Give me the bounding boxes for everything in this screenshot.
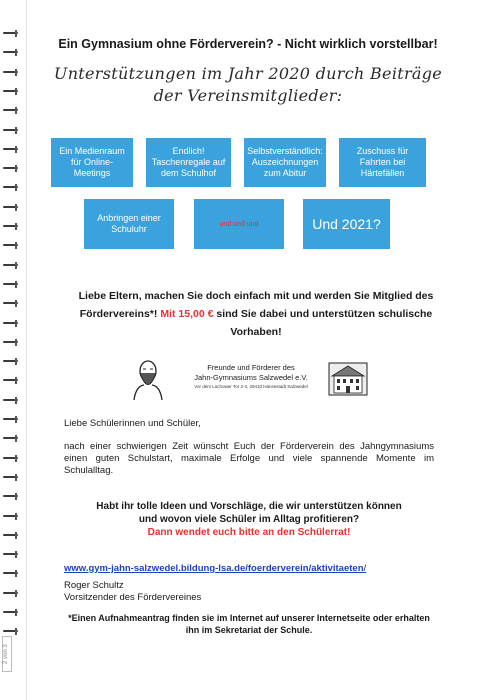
binding-ring [3,570,18,577]
support-box-2021: Und 2021? [303,199,390,249]
association-logo [130,358,370,400]
binding-ring [3,551,18,558]
footnote: *Einen Aufnahmeantrag finden sie im Internet auf unserer Internetseite oder erhalten ihn im Sekretariat der Schule. [68,613,430,635]
logo-line-1: Freunde und Förderer des [207,363,295,372]
ideas-appeal-line-1: Habt ihr tolle Ideen und Vorschläge, die wir unterstützen können [96,501,402,512]
ideas-appeal [64,500,434,539]
ideas-appeal-line-2: und wovon viele Schüler im Alltag profitieren? [138,514,360,525]
binding-ring [3,513,18,520]
binding-ring [3,223,18,230]
binding-ring [3,377,18,384]
binding-ring [3,300,18,307]
students-message: nach einer schwierigen Zeit wünscht Euch der Förderverein des Jahngymnasiums einen guten Schulstart, maximale Erfolge und viele spannende Momente im Schulalltag. [64,441,434,476]
binding-ring [3,609,18,616]
subtitle-line-2: der Vereinsmitglieder: [153,86,343,105]
binding-ring [3,146,18,153]
signature-role: Vorsitzender des Fördervereines [64,592,202,603]
binding-ring [3,474,18,481]
binding-ring [3,455,18,462]
binding-ring [3,184,18,191]
binding-ring [3,628,18,635]
activities-link-text[interactable]: www.gym-jahn-salzwedel.bildung-lsa.de/foerderverein/aktivitaeten [64,563,364,574]
membership-fee: Mit 15,00 € [160,308,214,320]
page-number-tag: 2 von 3 [2,636,12,672]
binding-ring [3,320,18,327]
parents-appeal-text-2: sind Sie dabei und unterstützen schulische Vorhaben! [216,308,433,338]
binding-ring [3,204,18,211]
activities-link[interactable] [64,563,366,574]
binding-ring [3,358,18,365]
activities-link-tail: / [363,563,367,574]
support-box-media-room: Ein Medienraum für Online-Meetings [51,138,133,187]
support-box-school-clock: Anbringen einer Schuluhr [84,199,174,249]
page-edge [26,0,27,700]
spiral-binding [0,0,24,700]
binding-ring [3,30,18,37]
school-building-icon [328,362,368,396]
signature-name: Roger Schultz [64,580,124,591]
binding-ring [3,262,18,269]
binding-ring [3,165,18,172]
binding-ring [3,127,18,134]
binding-ring [3,493,18,500]
logo-line-2: Jahn-Gymnasiums Salzwedel e.V. [194,373,308,382]
binding-ring [3,435,18,442]
students-greeting: Liebe Schülerinnen und Schüler, [64,418,201,429]
logo-address: Vor dem Lüchower Tor 2-4, 29410 Hansestadt Salzwedel [194,384,308,389]
binding-ring [3,590,18,597]
headline: Ein Gymnasium ohne Förderverein? - Nicht wirklich vorstellbar! [58,37,438,51]
binding-ring [3,107,18,114]
support-box-awards: Selbstverständlich: Auszeichnungen zum Abitur [244,138,326,187]
support-box-trips: Zuschuss für Fahrten bei Härtefällen [339,138,426,187]
student-council-hint: Dann wendet euch bitte an den Schülerrat! [147,527,351,538]
binding-ring [3,339,18,346]
binding-ring [3,532,18,539]
parents-appeal [56,287,456,341]
support-box-bag-shelves: Endlich! Taschenregale auf dem Schulhof [146,138,231,187]
binding-ring [3,242,18,249]
support-box-and-more: und und und [194,199,284,249]
binding-ring [3,416,18,423]
parents-appeal-text: Liebe Eltern, machen Sie doch einfach mit und werden Sie Mitglied des Fördervereins*! [78,290,434,320]
subtitle-line-1: Unterstützungen im Jahr 2020 durch Beiträge [53,64,443,83]
binding-ring [3,397,18,404]
binding-ring [3,281,18,288]
portrait-icon [130,358,166,400]
